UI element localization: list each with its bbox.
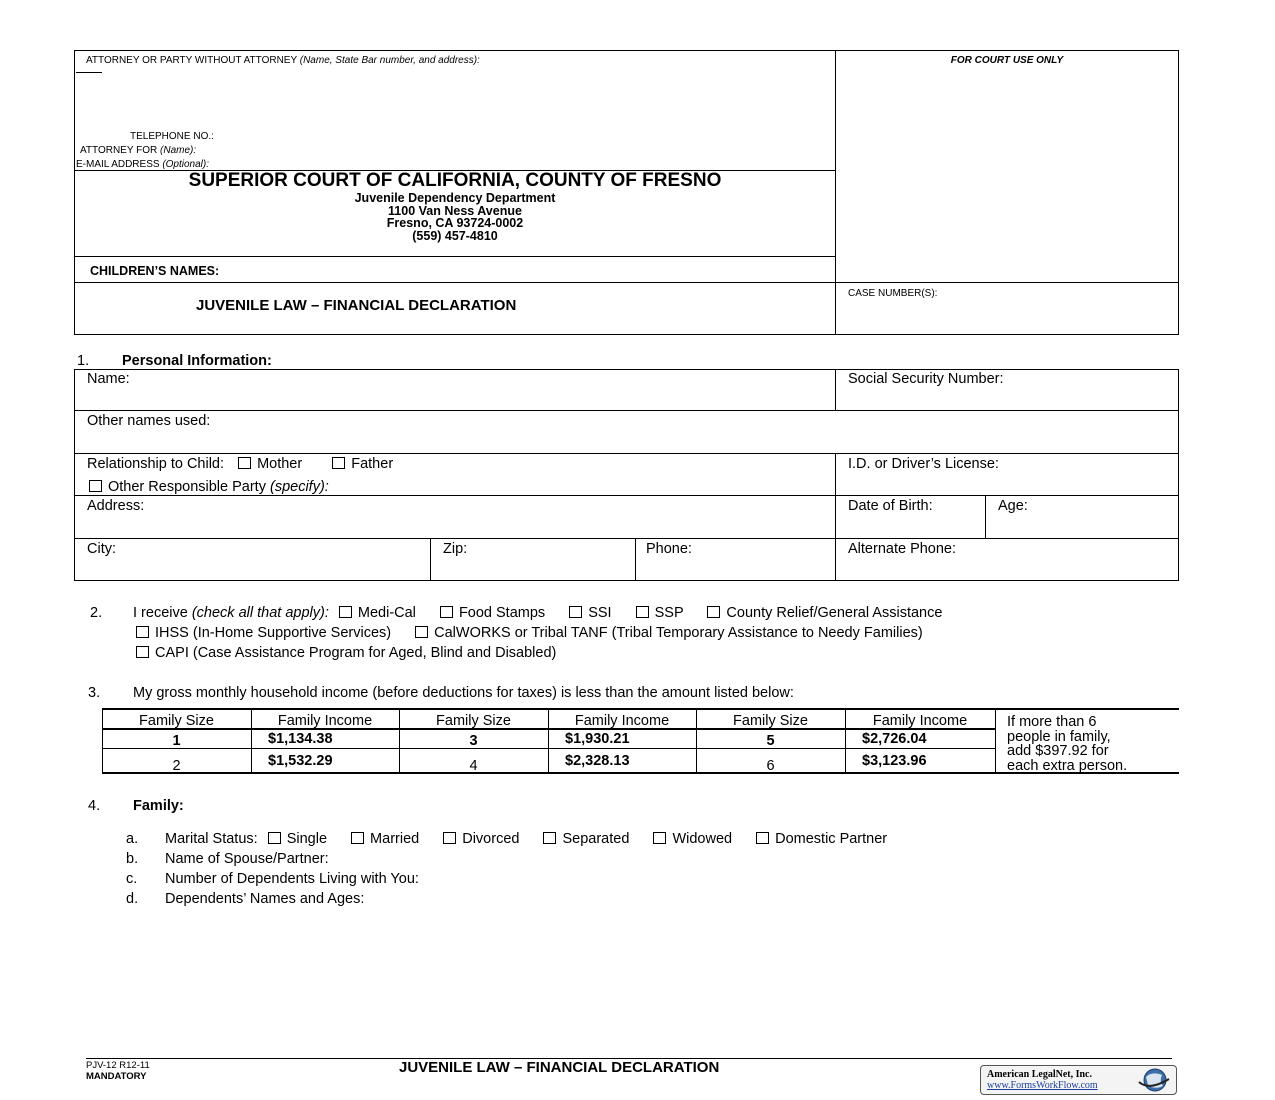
court-address (74, 192, 836, 242)
ihss-checkbox[interactable] (136, 626, 149, 638)
court-phone: (559) 457-4810 (412, 228, 498, 243)
relationship-label: Relationship to Child: (87, 456, 225, 472)
single-checkbox[interactable] (268, 832, 281, 844)
capi-checkbox[interactable] (136, 646, 149, 658)
separated-checkbox[interactable] (543, 832, 556, 844)
mandatory-label: MANDATORY (86, 1071, 147, 1082)
court-dept: Juvenile Dependency Department (354, 191, 556, 205)
marital-status-row (165, 831, 887, 847)
benefits-intro: I receive (133, 605, 188, 621)
alt-phone-field[interactable]: Alternate Phone: (848, 541, 957, 557)
ssp-checkbox[interactable] (636, 606, 649, 618)
id-license-field[interactable]: I.D. or Driver’s License: (848, 456, 999, 472)
other-party-checkbox[interactable] (89, 480, 102, 492)
table-cell-size: 6 (766, 758, 775, 774)
food-stamps-label: Food Stamps (458, 605, 546, 621)
ssp-label: SSP (654, 605, 684, 621)
calworks-label: CalWORKS or Tribal TANF (Tribal Temporary Assistance to Needy Families) (434, 625, 923, 641)
marital-status-label: Marital Status: (165, 831, 258, 847)
father-label: Father (351, 456, 394, 472)
dependents-count-field[interactable]: Number of Dependents Living with You: (165, 871, 419, 887)
section3-number: 3. (88, 685, 101, 701)
section4-title: Family: (133, 798, 184, 814)
other-names-field[interactable]: Other names used: (87, 413, 211, 429)
form-id: PJV-12 R12-11 (86, 1060, 150, 1071)
widowed-checkbox[interactable] (653, 832, 666, 844)
telephone-label: TELEPHONE NO.: (130, 131, 214, 142)
relationship-row (87, 456, 393, 472)
domestic-partner-label: Domestic Partner (775, 831, 888, 847)
footer-title: JUVENILE LAW – FINANCIAL DECLARATION (399, 1059, 720, 1076)
ssi-checkbox[interactable] (569, 606, 582, 618)
table-cell-size: 5 (766, 733, 775, 749)
table-cell-income: $3,123.96 (862, 753, 927, 769)
divorced-checkbox[interactable] (443, 832, 456, 844)
case-number-label: CASE NUMBER(S): (848, 288, 938, 299)
ssi-label: SSI (588, 605, 612, 621)
county-relief-label: County Relief/General Assistance (726, 605, 943, 621)
court-use-label: FOR COURT USE ONLY (950, 55, 1064, 66)
dob-field[interactable]: Date of Birth: (848, 498, 933, 514)
item-d-letter: d. (126, 891, 139, 907)
attorney-label: ATTORNEY OR PARTY WITHOUT ATTORNEY (Name, State Bar number, and address): (86, 55, 480, 66)
address-field[interactable]: Address: (87, 498, 145, 514)
table-cell-size: 2 (172, 758, 181, 774)
benefits-row-2 (136, 625, 923, 641)
widowed-label: Widowed (672, 831, 733, 847)
email-label: E-MAIL ADDRESS (Optional): (76, 159, 210, 170)
court-name: SUPERIOR COURT OF CALIFORNIA, COUNTY OF FRESNO (188, 170, 722, 191)
married-label: Married (370, 831, 420, 847)
zip-field[interactable]: Zip: (443, 541, 468, 557)
col-family-income-1: Family Income (277, 713, 373, 729)
table-cell-size: 4 (469, 758, 478, 774)
table-cell-size: 1 (172, 733, 181, 749)
extra-person-note: If more than 6 people in family, add $397.92 for each extra person. (1007, 714, 1128, 774)
form-title: JUVENILE LAW – FINANCIAL DECLARATION (196, 297, 517, 314)
other-party-label: Other Responsible Party (108, 479, 266, 495)
court-city: Fresno, CA 93724-0002 (386, 216, 524, 231)
father-checkbox[interactable] (332, 457, 345, 469)
city-field[interactable]: City: (87, 541, 116, 557)
separated-label: Separated (562, 831, 630, 847)
col-family-income-2: Family Income (574, 713, 670, 729)
ssn-field[interactable]: Social Security Number: (848, 371, 1004, 387)
attorney-for-label: ATTORNEY FOR (Name): (80, 145, 197, 156)
income-statement: My gross monthly household income (before deductions for taxes) is less than the amount listed below: (133, 685, 794, 701)
section1-title: Personal Information: (122, 353, 272, 369)
col-family-size-1: Family Size (139, 713, 214, 729)
court-street: 1100 Van Ness Avenue (388, 203, 522, 218)
table-cell-income: $2,726.04 (862, 731, 927, 747)
item-a-letter: a. (126, 831, 139, 847)
table-cell-income: $1,532.29 (268, 753, 333, 769)
specify-label: (specify): (270, 479, 329, 495)
children-names-label: CHILDREN’S NAMES: (90, 264, 220, 278)
food-stamps-checkbox[interactable] (440, 606, 453, 618)
ihss-label: IHSS (In-Home Supportive Services) (155, 625, 392, 641)
name-field[interactable]: Name: (87, 371, 130, 387)
dependents-names-field[interactable]: Dependents’ Names and Ages: (165, 891, 365, 907)
vendor-badge[interactable] (980, 1065, 1177, 1095)
medi-cal-checkbox[interactable] (339, 606, 352, 618)
benefits-row-3 (136, 645, 556, 661)
col-family-size-3: Family Size (733, 713, 808, 729)
table-cell-income: $2,328.13 (565, 753, 630, 769)
col-family-income-3: Family Income (872, 713, 968, 729)
single-label: Single (286, 831, 328, 847)
spouse-name-field[interactable]: Name of Spouse/Partner: (165, 851, 329, 867)
county-relief-checkbox[interactable] (707, 606, 720, 618)
col-family-size-2: Family Size (436, 713, 511, 729)
benefits-hint: (check all that apply): (191, 605, 329, 621)
item-b-letter: b. (126, 851, 139, 867)
mother-label: Mother (257, 456, 303, 472)
calworks-checkbox[interactable] (415, 626, 428, 638)
divorced-label: Divorced (462, 831, 520, 847)
domestic-partner-checkbox[interactable] (756, 832, 769, 844)
capi-label: CAPI (Case Assistance Program for Aged, Blind and Disabled) (155, 645, 557, 661)
age-field[interactable]: Age: (998, 498, 1028, 514)
section4-number: 4. (88, 798, 101, 814)
section1-number: 1. (77, 353, 90, 369)
other-party-row (89, 479, 329, 495)
vendor-url[interactable]: www.FormsWorkFlow.com (987, 1080, 1098, 1091)
phone-field[interactable]: Phone: (646, 541, 692, 557)
mother-checkbox[interactable] (238, 457, 251, 469)
table-cell-size: 3 (469, 733, 478, 749)
section2-number: 2. (90, 605, 103, 621)
item-c-letter: c. (126, 871, 138, 887)
medi-cal-label: Medi-Cal (357, 605, 416, 621)
married-checkbox[interactable] (351, 832, 364, 844)
vendor-name: American LegalNet, Inc. (987, 1069, 1092, 1080)
table-cell-income: $1,930.21 (565, 731, 630, 747)
benefits-row-1 (133, 605, 942, 621)
globe-icon (1135, 1067, 1173, 1093)
table-cell-income: $1,134.38 (268, 731, 333, 747)
